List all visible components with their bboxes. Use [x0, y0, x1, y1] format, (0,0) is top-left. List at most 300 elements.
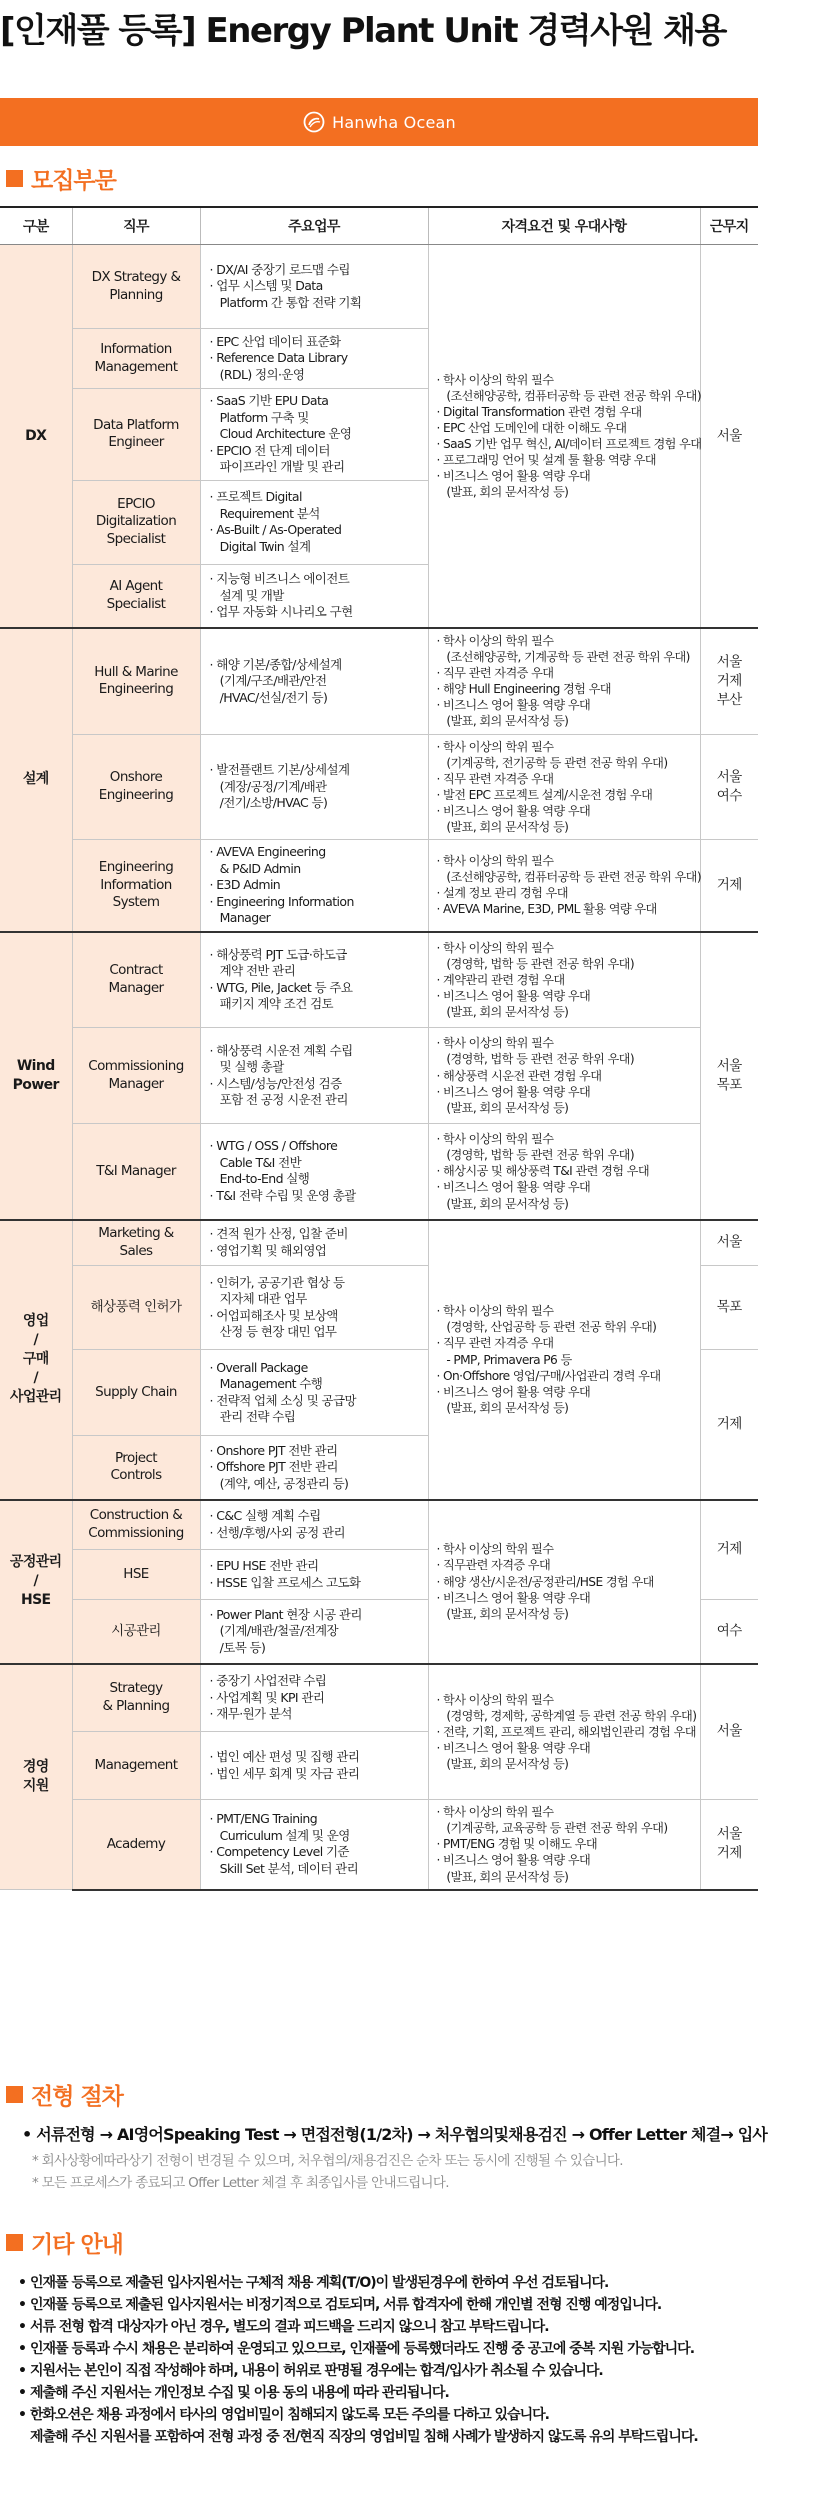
job-role-cell: [72, 1028, 200, 1124]
qualification-line: · 비즈니스 영어 활용 역량 우대: [436, 1084, 591, 1099]
work-location-label: 목포: [716, 1299, 742, 1316]
qualification-line: · 해상시공 및 해상풍력 T&I 관련 경험 우대: [436, 1164, 650, 1179]
qualification-cell: [428, 1220, 700, 1500]
qualification-line: · 프로그래밍 언어 및 설계 툴 활용 역량 우대: [436, 453, 656, 468]
table-row: [0, 734, 758, 840]
qualification-line: · Digital Transformation 관련 경험 우대: [436, 404, 642, 419]
main-duty-cell: [200, 1500, 428, 1550]
job-role-cell: [72, 480, 200, 564]
qualification-line: · 설계 정보 관리 경험 우대: [436, 886, 568, 901]
job-role-label: Digitalization: [95, 513, 177, 530]
category-cell: [0, 1220, 72, 1500]
main-duty-cell: [200, 1732, 428, 1800]
main-duty-cell: [200, 1124, 428, 1220]
qualification-line: (경영학, 법학 등 관련 전공 학위 우대): [436, 1148, 634, 1163]
category-label: 설계: [22, 771, 49, 788]
qualification-line: (발표, 회의 문서작성 등): [436, 1100, 569, 1115]
main-duty-cell: [200, 1664, 428, 1732]
category-label: /: [33, 1332, 38, 1349]
qualification-line: (발표, 회의 문서작성 등): [436, 1400, 569, 1415]
main-duty-line: 계약 전반 관리: [209, 963, 296, 979]
main-duty-line: · 전략적 업체 소싱 및 공급망: [209, 1392, 356, 1408]
main-duty-line: · 재무·원가 분석: [209, 1706, 292, 1722]
category-label: 경영: [22, 1758, 49, 1775]
column-header: 직무: [72, 207, 200, 245]
job-role-cell: [72, 1266, 200, 1350]
job-role-cell: [72, 329, 200, 389]
table-row: [0, 840, 758, 932]
main-duty-line: 설계 및 개발: [209, 587, 284, 603]
qualification-line: (발표, 회의 문서작성 등): [436, 1005, 569, 1020]
job-role-label: Manager: [108, 979, 164, 996]
qualification-line: (발표, 회의 문서작성 등): [436, 485, 569, 500]
job-role-cell: [72, 245, 200, 329]
work-location-label: 서울: [716, 1057, 742, 1074]
main-duty-cell: [200, 1550, 428, 1600]
main-duty-cell: [200, 1600, 428, 1664]
main-duty-cell: [200, 329, 428, 389]
work-location-cell: [700, 1266, 758, 1350]
qualification-cell: [428, 1664, 700, 1800]
category-label: 영업: [22, 1313, 49, 1330]
category-cell: [0, 245, 72, 629]
main-duty-line: 및 실행 총괄: [209, 1059, 284, 1075]
job-role-label: Sales: [119, 1242, 153, 1259]
work-location-label: 거제: [716, 1845, 742, 1862]
main-duty-line: 패키지 계약 조건 검토: [209, 996, 334, 1012]
work-location-cell: [700, 1350, 758, 1500]
main-duty-line: 산정 등 현장 대민 업무: [209, 1324, 337, 1340]
qualification-line: · 학사 이상의 학위 필수: [436, 1132, 554, 1147]
category-cell: [0, 1500, 72, 1664]
bullet-icon: •: [18, 2363, 26, 2379]
job-role-label: Project: [115, 1449, 157, 1466]
main-duty-line: · 법인 세무 회계 및 자금 관리: [209, 1765, 360, 1781]
main-duty-line: · Competency Level 기준: [209, 1844, 349, 1860]
qualification-line: (조선해양공학, 컴퓨터공학 등 관련 전공 학위 우대): [436, 388, 702, 403]
main-duty-line: (계약, 예산, 공정관리 등): [209, 1475, 349, 1491]
job-role-label: Engineering: [98, 681, 174, 698]
qualification-cell: [428, 1124, 700, 1220]
qualification-line: · 직무 관련 자격증 우대: [436, 771, 554, 786]
qualification-line: · AVEVA Marine, E3D, PML 활용 역량 우대: [436, 902, 657, 917]
qualification-line: · 해양 Hull Engineering 경험 우대: [436, 682, 611, 697]
process-note: * 회사상황에따라상기 전형이 변경될 수 있으며, 처우협의/채용검진은 순차 또는 동시에 진행될 수 있습니다.: [32, 2153, 623, 2169]
main-duty-line: · T&I 전략 수립 및 운영 총괄: [209, 1187, 356, 1203]
work-location-label: 부산: [716, 691, 742, 708]
job-role-label: Onshore: [109, 769, 163, 786]
main-duty-cell: [200, 1028, 428, 1124]
job-role-label: Data Platform: [93, 416, 179, 433]
bullet-icon: •: [18, 2407, 26, 2423]
job-role-cell: [72, 628, 200, 734]
category-label: 사업관리: [9, 1388, 62, 1405]
info-item: [18, 2404, 758, 2448]
main-duty-line: (기계/배관/철골/전계장: [209, 1623, 339, 1639]
category-label: HSE: [20, 1592, 51, 1609]
qualification-cell: [428, 932, 700, 1028]
main-duty-line: · HSSE 입찰 프로세스 고도화: [209, 1574, 361, 1590]
section-heading-process: [6, 2078, 123, 2111]
main-duty-line: Platform 구축 및: [209, 409, 309, 425]
table-row: [0, 1800, 758, 1890]
main-duty-cell: [200, 840, 428, 932]
bullet-icon: •: [18, 2275, 26, 2291]
table-row: [0, 628, 758, 734]
main-duty-line: 지자체 대관 업무: [209, 1291, 307, 1307]
qualification-line: · 학사 이상의 학위 필수: [436, 1805, 554, 1820]
job-role-cell: [72, 1664, 200, 1732]
info-item: [18, 2272, 758, 2294]
table-row: [0, 1500, 758, 1550]
job-role-label: Contract: [109, 962, 163, 979]
job-role-label: Controls: [110, 1467, 162, 1484]
job-role-cell: [72, 1436, 200, 1500]
info-text: 제출해 주신 지원서를 포함하여 전형 과정 중 전/현직 직장의 영업비밀 침해 사례가 발생하지 않도록 유의 부탁드립니다.: [30, 2429, 698, 2445]
job-role-label: Engineer: [108, 434, 164, 451]
main-duty-cell: [200, 245, 428, 329]
job-role-label: Marketing &: [98, 1225, 174, 1242]
job-role-label: Engineering: [98, 859, 174, 876]
qualification-line: · EPC 산업 도메인에 대한 이해도 우대: [436, 420, 627, 435]
work-location-cell: [700, 1664, 758, 1800]
table-row: [0, 1664, 758, 1732]
qualification-line: (발표, 회의 문서작성 등): [436, 820, 569, 835]
info-item: [18, 2382, 758, 2404]
job-role-label: Strategy: [109, 1680, 163, 1697]
main-duty-line: · E3D Admin: [209, 877, 281, 893]
info-text: 서류 전형 합격 대상자가 아닌 경우, 별도의 결과 피드백을 드리지 않으니 참고 부탁드립니다.: [30, 2319, 549, 2335]
category-label: DX: [25, 427, 47, 444]
main-duty-line: Manager: [209, 910, 271, 926]
qualification-line: · 비즈니스 영어 활용 역량 우대: [436, 1180, 591, 1195]
main-duty-cell: [200, 1220, 428, 1266]
info-text: 제출해 주신 지원서는 개인정보 수집 및 이용 동의 내용에 따라 관리됩니다.: [30, 2385, 449, 2401]
main-duty-line: · Power Plant 현장 시공 관리: [209, 1606, 362, 1622]
section-marker-icon: [6, 170, 23, 187]
main-duty-line: · As-Built / As-Operated: [209, 522, 342, 537]
work-location-label: 거제: [716, 672, 742, 689]
qualification-line: · 직무 관련 자격증 우대: [436, 666, 554, 681]
table-row: [0, 245, 758, 329]
job-role-label: Construction &: [89, 1507, 183, 1524]
qualification-line: · 해양 생산/시운전/공정관리/HSE 경험 우대: [436, 1574, 654, 1589]
job-role-cell: [72, 1124, 200, 1220]
main-duty-line: & P&ID Admin: [209, 860, 301, 876]
work-location-label: 서울: [716, 768, 742, 785]
category-label: /: [33, 1370, 38, 1387]
qualification-cell: [428, 1800, 700, 1890]
main-duty-line: Cable T&I 전반: [209, 1154, 302, 1170]
qualification-line: (조선해양공학, 기계공학 등 관련 전공 학위 우대): [436, 650, 690, 665]
work-location-cell: [700, 932, 758, 1220]
work-location-label: 서울: [716, 653, 742, 670]
qualification-line: (발표, 회의 문서작성 등): [436, 1757, 569, 1772]
qualification-line: · 학사 이상의 학위 필수: [436, 1542, 554, 1557]
info-item: [18, 2338, 758, 2360]
main-duty-line: · Offshore PJT 전반 관리: [209, 1459, 338, 1475]
main-duty-line: · Onshore PJT 전반 관리: [209, 1442, 338, 1458]
work-location-label: 거제: [716, 876, 742, 893]
qualification-line: · SaaS 기반 업무 혁신, AI/데이터 프로젝트 경험 우대: [436, 437, 702, 451]
main-duty-line: · 프로젝트 Digital: [209, 489, 302, 504]
main-duty-line: (RDL) 정의·운영: [209, 366, 305, 382]
qualification-line: · 학사 이상의 학위 필수: [436, 372, 554, 387]
job-role-cell: [72, 1220, 200, 1266]
work-location-cell: [700, 1220, 758, 1266]
section-heading-text: 모집부문: [31, 168, 116, 194]
main-duty-line: · 사업계획 및 KPI 관리: [209, 1689, 325, 1705]
job-role-label: Academy: [106, 1835, 166, 1852]
qualification-line: · 비즈니스 영어 활용 역량 우대: [436, 698, 591, 713]
job-role-label: DX Strategy &: [91, 268, 181, 285]
main-duty-cell: [200, 628, 428, 734]
recruit-table: [0, 206, 758, 1891]
section-heading-text: 기타 안내: [31, 2232, 123, 2258]
info-list: [18, 2272, 758, 2448]
main-duty-line: · 시스템/성능/안전성 검증: [209, 1075, 342, 1091]
main-duty-line: · DX/AI 중장기 로드맵 수립: [209, 261, 350, 277]
main-duty-line: · C&C 실행 계획 수립: [209, 1508, 321, 1524]
category-label: Power: [12, 1076, 59, 1093]
job-role-label: Engineering: [98, 786, 174, 803]
main-duty-line: Curriculum 설계 및 운영: [209, 1827, 350, 1843]
main-duty-line: · 선행/후행/사외 공정 관리: [209, 1524, 345, 1540]
table-row: [0, 932, 758, 1028]
main-duty-line: · PMT/ENG Training: [209, 1811, 318, 1827]
qualification-line: (발표, 회의 문서작성 등): [436, 1869, 569, 1884]
qualification-line: (기계공학, 전기공학 등 관련 전공 학위 우대): [436, 755, 668, 770]
qualification-line: · 학사 이상의 학위 필수: [436, 1036, 554, 1051]
table-row: [0, 1124, 758, 1220]
main-duty-line: End-to-End 실행: [209, 1171, 310, 1187]
column-header: 근무지: [700, 207, 758, 245]
column-header: 주요업무: [200, 207, 428, 245]
hanwha-logo-icon: [302, 110, 326, 134]
job-role-label: Manager: [108, 1075, 164, 1092]
qualification-line: · 전략, 기획, 프로젝트 관리, 해외법인관리 경험 우대: [436, 1724, 696, 1739]
work-location-cell: [700, 734, 758, 840]
main-duty-cell: [200, 1436, 428, 1500]
job-role-label: 해상풍력 인허가: [90, 1298, 182, 1315]
qualification-line: · 직무관련 자격증 우대: [436, 1558, 551, 1573]
qualification-cell: [428, 734, 700, 840]
work-location-cell: [700, 1600, 758, 1664]
info-text: 한화오션은 채용 과정에서 타사의 영업비밀이 침해되지 않도록 모든 주의를 다하고 있습니다.: [30, 2407, 549, 2423]
job-role-cell: [72, 564, 200, 628]
main-duty-line: Management 수행: [209, 1376, 323, 1392]
job-role-label: Information: [100, 876, 172, 893]
work-location-label: 서울: [716, 1723, 742, 1740]
info-text: 인재풀 등록으로 제출된 입사지원서는 비정기적으로 검토되며, 서류 합격자에 한해 개인별 전형 진행 예정입니다.: [30, 2297, 662, 2313]
brand-banner: [0, 98, 758, 146]
main-duty-cell: [200, 1800, 428, 1890]
main-duty-line: 관리 전략 수립: [209, 1409, 296, 1425]
qualification-line: · 학사 이상의 학위 필수: [436, 1692, 554, 1707]
qualification-line: · 비즈니스 영어 활용 역량 우대: [436, 1384, 591, 1399]
main-duty-line: Digital Twin 설계: [209, 538, 311, 554]
bullet-icon: •: [18, 2341, 26, 2357]
qualification-line: · 비즈니스 영어 활용 역량 우대: [436, 1740, 591, 1755]
section-marker-icon: [6, 2086, 23, 2103]
job-role-label: Commissioning: [88, 1524, 184, 1541]
main-duty-line: Requirement 분석: [209, 505, 320, 521]
qualification-line: · PMT/ENG 경험 및 이해도 우대: [436, 1837, 598, 1852]
main-duty-line: /HVAC/선실/전기 등): [209, 689, 328, 705]
main-duty-line: · SaaS 기반 EPU Data: [209, 393, 329, 408]
qualification-line: (발표, 회의 문서작성 등): [436, 1196, 569, 1211]
main-duty-line: · 법인 예산 편성 및 집행 관리: [209, 1749, 360, 1765]
qualification-cell: [428, 840, 700, 932]
job-role-label: Planning: [109, 286, 163, 303]
qualification-line: · 해상풍력 시운전 관련 경험 우대: [436, 1068, 602, 1083]
qualification-line: · 비즈니스 영어 활용 역량 우대: [436, 803, 591, 818]
main-duty-line: · 영업기획 및 해외영업: [209, 1242, 327, 1258]
main-duty-cell: [200, 564, 428, 628]
table-header-row: [0, 207, 758, 245]
job-role-cell: [72, 1350, 200, 1436]
job-role-label: Management: [94, 358, 178, 375]
qualification-cell: [428, 245, 700, 629]
main-duty-line: /토목 등): [209, 1639, 266, 1655]
job-role-cell: [72, 734, 200, 840]
main-duty-line: · Engineering Information: [209, 893, 354, 909]
main-duty-line: · AVEVA Engineering: [209, 844, 326, 860]
process-notes: [32, 2150, 623, 2194]
main-duty-line: (계장/공정/기계/배관: [209, 778, 327, 794]
category-label: 구매: [22, 1351, 49, 1368]
work-location-label: 여수: [716, 1622, 742, 1639]
section-heading-info: [6, 2226, 123, 2259]
job-role-cell: [72, 840, 200, 932]
main-duty-line: · 어업피해조사 및 보상액: [209, 1307, 338, 1323]
category-cell: [0, 628, 72, 932]
job-role-label: AI Agent: [109, 578, 163, 595]
section-marker-icon: [6, 2234, 23, 2251]
job-role-cell: [72, 1732, 200, 1800]
work-location-label: 서울: [716, 1826, 742, 1843]
main-duty-line: (기계/구조/배관/안전: [209, 673, 327, 689]
qualification-cell: [428, 1500, 700, 1664]
info-item: [18, 2360, 758, 2382]
main-duty-line: · WTG / OSS / Offshore: [209, 1138, 338, 1154]
qualification-line: (발표, 회의 문서작성 등): [436, 1606, 569, 1621]
work-location-label: 서울: [716, 427, 742, 444]
category-label: Wind: [16, 1057, 55, 1074]
job-role-cell: [72, 1800, 200, 1890]
qualification-line: · 발전 EPC 프로젝트 설계/시운전 경험 우대: [436, 787, 653, 802]
main-duty-line: 포함 전 공정 시운전 관리: [209, 1092, 348, 1108]
process-steps: • 서류전형 → AI영어Speaking Test → 면접전형(1/2차) → 처우협의및채용검진 → Offer Letter 체결→ 입사: [22, 2125, 768, 2144]
bullet-icon: •: [18, 2319, 26, 2335]
qualification-line: · 학사 이상의 학위 필수: [436, 940, 554, 955]
job-role-label: Specialist: [106, 595, 166, 612]
main-duty-cell: [200, 1350, 428, 1436]
section-heading-recruit: [6, 162, 116, 195]
job-role-label: Management: [94, 1756, 178, 1773]
job-role-label: Information: [100, 340, 172, 357]
job-role-cell: [72, 1500, 200, 1550]
job-role-label: & Planning: [102, 1697, 170, 1714]
job-role-cell: [72, 1600, 200, 1664]
work-location-cell: [700, 245, 758, 629]
qualification-line: · 비즈니스 영어 활용 역량 우대: [436, 469, 591, 484]
job-role-cell: [72, 389, 200, 481]
qualification-line: · 계약관리 관련 경험 우대: [436, 972, 565, 987]
main-duty-line: · 해상풍력 시운전 계획 수립: [209, 1042, 353, 1058]
work-location-label: 거제: [716, 1541, 742, 1558]
job-role-cell: [72, 1550, 200, 1600]
table-row: [0, 1028, 758, 1124]
work-location-cell: [700, 1800, 758, 1890]
main-duty-line: · EPU HSE 전반 관리: [209, 1558, 319, 1574]
qualification-line: - PMP, Primavera P6 등: [436, 1352, 572, 1367]
work-location-cell: [700, 1500, 758, 1600]
job-role-label: Commissioning: [88, 1058, 184, 1075]
main-duty-line: · 해상풍력 PJT 도급·하도급: [209, 946, 347, 962]
main-duty-line: · Reference Data Library: [209, 350, 348, 366]
info-item: [18, 2294, 758, 2316]
main-duty-line: 파이프라인 개발 및 관리: [209, 459, 345, 474]
main-duty-line: · 업무 시스템 및 Data: [209, 278, 323, 294]
qualification-line: · 학사 이상의 학위 필수: [436, 634, 554, 648]
qualification-line: · 학사 이상의 학위 필수: [436, 854, 554, 869]
qualification-line: (경영학, 법학 등 관련 전공 학위 우대): [436, 1052, 634, 1067]
table-row: [0, 1220, 758, 1266]
work-location-cell: [700, 840, 758, 932]
section-heading-text: 전형 절차: [31, 2084, 123, 2110]
main-duty-line: · 발전플랜트 기본/상세설계: [209, 762, 350, 778]
main-duty-line: · 지능형 비즈니스 에이전트: [209, 571, 350, 586]
main-duty-line: · Overall Package: [209, 1359, 308, 1375]
category-label: 공정관리: [9, 1554, 62, 1571]
info-text: 지원서는 본인이 직접 작성해야 하며, 내용이 허위로 판명될 경우에는 합격/입사가 취소될 수 있습니다.: [30, 2363, 603, 2379]
main-duty-cell: [200, 734, 428, 840]
job-role-label: HSE: [123, 1565, 149, 1582]
column-header: 자격요건 및 우대사항: [428, 207, 700, 245]
brand-logo-text: Hanwha Ocean: [332, 112, 456, 132]
main-duty-line: · 중장기 사업전략 수립: [209, 1673, 327, 1689]
page-title: [인재풀 등록] Energy Plant Unit 경력사원 채용: [0, 11, 726, 51]
work-location-label: 여수: [716, 787, 742, 804]
qualification-cell: [428, 628, 700, 734]
main-duty-line: · 견적 원가 산정, 입찰 준비: [209, 1226, 348, 1242]
work-location-label: 서울: [716, 1234, 742, 1251]
main-duty-line: /전기/소방/HVAC 등): [209, 795, 328, 811]
job-role-label: System: [112, 894, 160, 911]
column-header: 구분: [0, 207, 72, 245]
info-text: 인재풀 등록과 수시 채용은 분리하여 운영되고 있으므로, 인재풀에 등록했더라도 진행 중 공고에 중복 지원 가능합니다.: [30, 2341, 695, 2357]
qualification-line: · 비즈니스 영어 활용 역량 우대: [436, 988, 591, 1003]
qualification-line: (경영학, 산업공학 등 관련 전공 학위 우대): [436, 1320, 657, 1335]
job-role-label: Supply Chain: [95, 1383, 177, 1400]
main-duty-line: Cloud Architecture 운영: [209, 426, 352, 441]
main-duty-cell: [200, 932, 428, 1028]
category-cell: [0, 932, 72, 1220]
main-duty-line: · 해양 기본/종합/상세설계: [209, 656, 342, 672]
work-location-cell: [700, 628, 758, 734]
work-location-label: 거제: [716, 1415, 742, 1432]
main-duty-cell: [200, 389, 428, 481]
main-duty-line: Skill Set 분석, 데이터 관리: [209, 1860, 359, 1876]
job-role-label: 시공관리: [111, 1622, 161, 1639]
qualification-line: (기계공학, 교육공학 등 관련 전공 학위 우대): [436, 1821, 668, 1836]
info-text: 인재풀 등록으로 제출된 입사지원서는 구체적 채용 계획(T/O)이 발생된경우에 한하여 우선 검토됩니다.: [30, 2275, 609, 2291]
process-note: * 모든 프로세스가 종료되고 Offer Letter 체결 후 최종입사를 안내드립니다.: [32, 2175, 449, 2191]
bullet-icon: •: [18, 2297, 26, 2313]
qualification-line: · 학사 이상의 학위 필수: [436, 1304, 554, 1319]
main-duty-cell: [200, 1266, 428, 1350]
